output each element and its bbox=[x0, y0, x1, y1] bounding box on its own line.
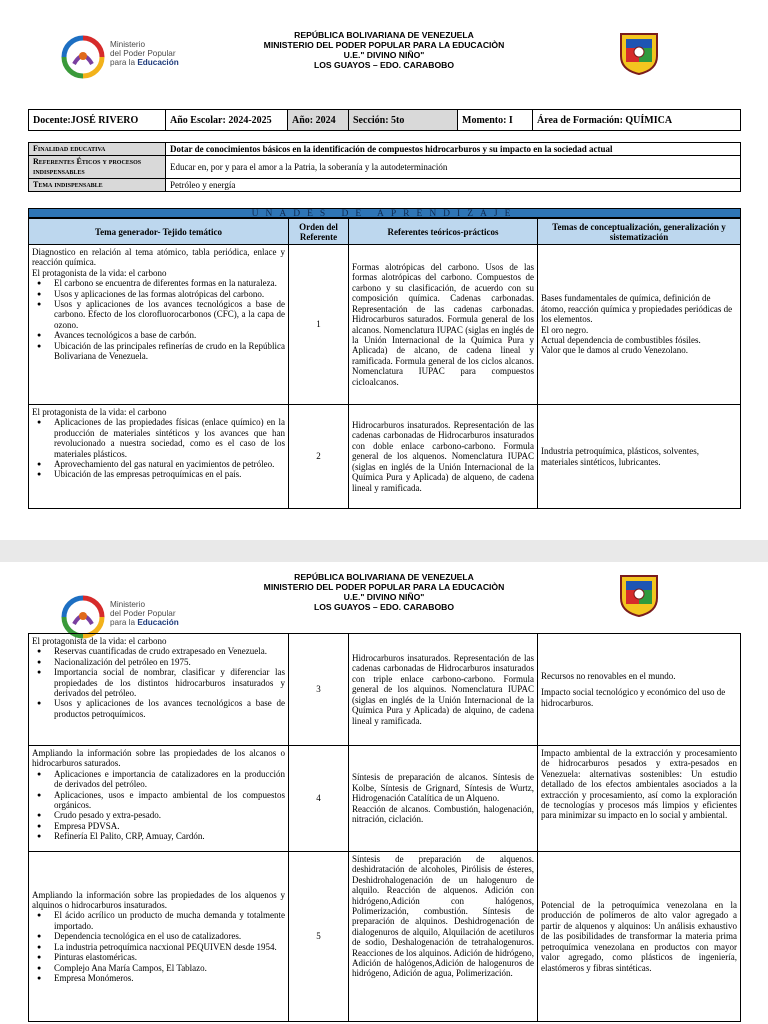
teacher-cell: Docente:JOSÉ RIVERO bbox=[29, 110, 166, 131]
column-header: Referentes teóricos-prácticos bbox=[349, 219, 538, 245]
meta-key: Tema indispensable bbox=[29, 179, 166, 192]
meta-value: Petróleo y energía bbox=[166, 179, 741, 192]
temas-cell bbox=[538, 852, 741, 1022]
temas-cell bbox=[538, 746, 741, 852]
intro-text: El protagonista de la vida: el carbono bbox=[32, 636, 167, 646]
meta-key: Referentes Éticos y procesos indispensables bbox=[29, 156, 166, 179]
learning-units-table-continued bbox=[28, 633, 741, 1022]
list-item: ● Usos y aplicaciones de los avances tecnológicos a base de productos petroquímicos. bbox=[54, 698, 285, 719]
section-cell: Sección: 5to bbox=[349, 110, 458, 131]
referentes-text: Hidrocarburos insaturados. Representación de las cadenas carbonadas de Hidrocarburos insaturados con triple enlace carbono-carbono. Formula general de los alquinos. Nomenclatura IUPAC (siglas en inglés de la Unión Internacional de la Química Pura y Aplicada) de alquino, de cadena lineal y ramificada. bbox=[352, 653, 534, 726]
temas-text: Bases fundamentales de química, definición de átomo, reacción química y propiedades periódicas de los elementos. bbox=[541, 293, 733, 325]
list-item: ● Complejo Ana María Campos, El Tablazo. bbox=[54, 963, 285, 973]
course-info-row bbox=[28, 109, 741, 131]
year-cell: Año: 2024 bbox=[288, 110, 349, 131]
table-header-row bbox=[29, 219, 741, 245]
intro-text: Ampliando la información sobre las propiedades de los alquenos y alquinos o hidrocarburos insaturados. bbox=[32, 889, 285, 911]
units-title-bar: UNADES DE APRENDIZAJE bbox=[28, 208, 741, 218]
meta-value: Educar en, por y para el amor a la Patria, la soberanía y la autodeterminación bbox=[166, 156, 741, 179]
list-item: ● Reservas cuantificadas de crudo extrapesado en Venezuela. bbox=[54, 646, 285, 656]
institution-heading bbox=[200, 30, 568, 70]
meta-value: Dotar de conocimientos básicos en la identificación de compuestos hidrocarburos y su impacto en la sociedad actual bbox=[166, 143, 741, 156]
list-item: ● Pinturas elastoméricas. bbox=[54, 952, 285, 962]
list-item: ● Dependencia tecnológica en el uso de catalizadores. bbox=[54, 931, 285, 941]
temas-text: Valor que le damos al crudo Venezolano. bbox=[541, 345, 689, 356]
list-item: ● Nacionalización del petróleo en 1975. bbox=[54, 657, 285, 667]
ministry-logo-text: Ministerio del Poder Popular para la Educación bbox=[110, 40, 179, 67]
bullet-list bbox=[32, 417, 285, 479]
temas-text: Industria petroquímica, plásticos, solventes, materiales sintéticos, lubricantes. bbox=[541, 446, 699, 467]
list-item: ● Usos y aplicaciones de las formas alotrópicas del carbono. bbox=[54, 289, 285, 299]
column-header: Tema generador- Tejido temático bbox=[29, 219, 289, 245]
table-row bbox=[29, 245, 741, 405]
school-year-cell: Año Escolar: 2024-2025 bbox=[166, 110, 288, 131]
bullet-list bbox=[32, 646, 285, 719]
intro-text: El protagonista de la vida: el carbono bbox=[32, 267, 167, 278]
temas-text: Actual dependencia de combustibles fósiles. bbox=[541, 334, 701, 345]
referentes-text: Síntesis de preparación de alcanos. Síntesis de Kolbe, Síntesis de Grignard, Síntesis de Wurtz, Hidrogenación Catalítica de un Alqueno. bbox=[352, 772, 534, 804]
list-item: ● Aplicaciones, usos e impacto ambiental de los compuestos orgánicos. bbox=[54, 790, 285, 811]
order-cell: 2 bbox=[289, 405, 349, 509]
list-item: ● Crudo pesado y extra-pesado. bbox=[54, 810, 285, 820]
temas-text: Potencial de la petroquímica venezolana en la producción de polímeros de alto valor agregado a partir de alquenos y alquinos: Un análisis exhaustivo de las posibilidades de transformar la materia prima petroquímica venezolana en productos con mayor valor agregado, como plásticos de ingeniería, elastómeros y fibras sintéticas. bbox=[541, 900, 737, 973]
list-item: ● Empresa Monómeros. bbox=[54, 973, 285, 983]
heading-line: MINISTERIO DEL PODER POPULAR PARA LA EDUCACIÒN bbox=[263, 582, 505, 592]
temas-text: Impacto social tecnológico y económico del uso de hidrocarburos. bbox=[541, 687, 726, 708]
list-item: ● Empresa PDVSA. bbox=[54, 821, 285, 831]
ministry-logo-text: Ministerio del Poder Popular para la Educación bbox=[110, 600, 179, 627]
list-item: ● Avances tecnológicos a base de carbón. bbox=[54, 330, 285, 340]
intro-text: Ampliando la información sobre las propiedades de los alcanos o hidrocarburos saturados. bbox=[32, 748, 285, 769]
referentes-cell bbox=[349, 245, 538, 405]
heading-line: U.E." DIVINO NIÑO" bbox=[343, 592, 425, 602]
meta-row bbox=[29, 179, 741, 192]
curriculum-meta-table bbox=[28, 142, 741, 192]
heading-line: LOS GUAYOS – EDO. CARABOBO bbox=[313, 602, 455, 612]
referentes-cell bbox=[349, 746, 538, 852]
subject-area-cell: Área de Formación: QUÍMICA bbox=[533, 110, 741, 131]
temas-text: Impacto ambiental de la extracción y procesamiento de hidrocarburos pesados y extra-pesados en Venezuela: alternativas sostenibles: Un estudio detallado de los efectos ambientales asociados a la extracción y procesamiento, así como la exploración de tecnologías y procesos más limpios y eficientes para minimizar su impacto en lo social y ambiental. bbox=[541, 748, 737, 821]
list-item: ● Ubicación de las principales refinerías de crudo en la República Bolivariana de Venezuela. bbox=[54, 341, 285, 362]
order-cell: 1 bbox=[289, 245, 349, 405]
list-item: ● Aplicaciones e importancia de catalizadores en la producción de derivados del petróleo. bbox=[54, 769, 285, 790]
meta-row bbox=[29, 156, 741, 179]
bullet-list bbox=[32, 910, 285, 983]
heading-line: MINISTERIO DEL PODER POPULAR PARA LA EDUCACIÒN bbox=[263, 40, 505, 50]
temas-cell bbox=[538, 405, 741, 509]
column-header: Orden del Referente bbox=[289, 219, 349, 245]
temas-cell bbox=[538, 634, 741, 746]
table-row bbox=[29, 746, 741, 852]
bullet-list bbox=[32, 278, 285, 361]
list-item: ● Ubicación de las empresas petroquímicas en el país. bbox=[54, 469, 285, 479]
document-page-2 bbox=[0, 562, 768, 1024]
table-row bbox=[29, 634, 741, 746]
intro-text: El protagonista de la vida: el carbono bbox=[32, 407, 167, 417]
tema-generador-cell bbox=[29, 405, 289, 509]
heading-line: REPÚBLICA BOLIVARIANA DE VENEZUELA bbox=[294, 572, 474, 582]
ministry-logo bbox=[60, 34, 190, 82]
school-crest-icon bbox=[618, 572, 660, 618]
meta-key: Finalidad educativa bbox=[29, 143, 166, 156]
referentes-text: Formas alotrópicas del carbono. Usos de las formas alotrópicas del carbono. Compuestos de carbono y su clasificación, de acuerdo con su composición química. Cadenas carbonadas. Representación de las cadenas carbonadas. Hidrocarburos saturados. Formula general de los alcanos. Nomenclatura IUPAC (siglas en inglés de la Unión Internacional de la Química Pura y Aplicada) de alcano, de cadena lineal y ramificada. Formula general de los ciclos alcanos. Nomenclatura IUPAC para compuestos cicloalcanos. bbox=[352, 262, 534, 387]
order-cell: 3 bbox=[289, 634, 349, 746]
list-item: ● La industria petroquímica nacxional PEQUIVEN desde 1954. bbox=[54, 942, 285, 952]
table-row bbox=[29, 405, 741, 509]
tema-generador-cell bbox=[29, 245, 289, 405]
temas-text: El oro negro. bbox=[541, 324, 589, 335]
list-item: ● Importancia social de nombrar, clasificar y diferenciar las propiedades de los distintos hidrocarburos insaturados y derivados del petróleo. bbox=[54, 667, 285, 698]
referentes-cell bbox=[349, 405, 538, 509]
meta-row bbox=[29, 143, 741, 156]
referentes-text: Síntesis de preparación de alquenos. deshidratación de alcoholes, Pirólisis de ésteres, Deshidrohalogenación de un halogenuro de alquilo. Reacción de alquenos. Adición con hidrógeno,Adición con halógenos, Polimerización, combustión. Síntesis de preparación de alquinos. Deshidrogenación de dialogenuros de alquilo, Alquilación de acetiluros de sodio, Deshalogenación de tetrahalogenuros. Reacciones de los alquinos. Adición de hidrógeno, Adición de halógenos,Adición de halogenuros de hidrógeno, Adición de agua, Polimerización. bbox=[352, 854, 534, 979]
referentes-cell bbox=[349, 634, 538, 746]
school-crest-icon bbox=[618, 30, 660, 76]
learning-units-table bbox=[28, 218, 741, 509]
list-item: ● Aplicaciones de las propiedades físicas (enlace químico) en la producción de materiales sintéticos y los avances que han revolucionado a nuestra sociedad, como es el caso de los materiales plásticos. bbox=[54, 417, 285, 459]
tema-generador-cell bbox=[29, 852, 289, 1022]
tema-generador-cell bbox=[29, 634, 289, 746]
column-header: Temas de conceptualización, generalización y sistematización bbox=[538, 219, 741, 245]
list-item: ● Refinería El Palito, CRP, Amuay, Cardón. bbox=[54, 831, 285, 841]
tema-generador-cell bbox=[29, 746, 289, 852]
page-header bbox=[0, 0, 768, 90]
table-row bbox=[29, 852, 741, 1022]
heading-line: U.E." DIVINO NIÑO" bbox=[343, 50, 425, 60]
temas-text: Recursos no renovables en el mundo. bbox=[541, 670, 676, 681]
intro-text: Diagnostico en relación al tema atómico, tabla periódica, enlace y reacción química. bbox=[32, 247, 285, 268]
list-item: ● Aprovechamiento del gas natural en yacimientos de petróleo. bbox=[54, 459, 285, 469]
heading-line: REPÚBLICA BOLIVARIANA DE VENEZUELA bbox=[294, 30, 474, 40]
ministry-logo-icon bbox=[60, 34, 106, 80]
institution-heading bbox=[200, 572, 568, 612]
list-item: ● El carbono se encuentra de diferentes formas en la naturaleza. bbox=[54, 278, 285, 288]
referentes-text: Hidrocarburos insaturados. Representación de las cadenas carbonadas de Hidrocarburos insaturados con doble enlace carbono-carbono. Formula general de los alquenos. Nomenclatura IUPAC (siglas en inglés de la Unión Internacional de la Química Pura y Aplicada) de alqueno, de cadena lineal y ramificada. bbox=[352, 420, 534, 493]
list-item: ● Usos y aplicaciones de los avances tecnológicos a base de carbono. Efecto de los clorofluorocarbonos (CFC), a la capa de ozono. bbox=[54, 299, 285, 330]
order-cell: 4 bbox=[289, 746, 349, 852]
page-separator bbox=[0, 540, 768, 562]
bullet-list bbox=[32, 769, 285, 842]
order-cell: 5 bbox=[289, 852, 349, 1022]
list-item: ● El ácido acrílico un producto de mucha demanda y totalmente importado. bbox=[54, 910, 285, 931]
referentes-cell bbox=[349, 852, 538, 1022]
moment-cell: Momento: I bbox=[458, 110, 533, 131]
temas-cell bbox=[538, 245, 741, 405]
referentes-text: Reacción de alcanos. Combustión, halogenación, nitración, ciclación. bbox=[352, 803, 534, 825]
heading-line: LOS GUAYOS – EDO. CARABOBO bbox=[313, 60, 455, 70]
